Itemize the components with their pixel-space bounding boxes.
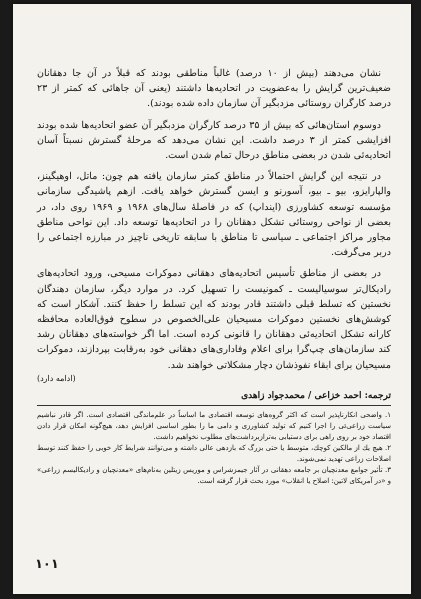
translator-credit: ترجمه: احمد خزاعی / محمدجواد زاهدی <box>241 390 391 401</box>
paragraph: در نتیجه این گرایش احتمالاً در مناطق کمتر سازمان یافته هم چون: ماتل، اوهیگینز، والپارایزو، بیو ـ بیو، آسورنو و ایسن گسترش خواهد یافت. ازهم پاشیدگی سازمانی مؤسسه توسعه کشاورزی (اینداپ) که در فاصلهٔ سال‌های ۱۹۶۸ و ۱۹۶۹ روی داد، در بعضی از نواحی روستائی تشکل دهقانان را در اتحادیه‌ها توسعه داد. این نواحی مناطق مجاور مراکز اجتماعی ـ سیاسی تا مناطق با سابقه تاریخی ناچیز در مبارزه اجتماعی را دربر می‌گرفت. <box>37 171 392 259</box>
page-body <box>37 66 391 487</box>
footnote: ۳. تأثیر جوامع معدنچیان بر جامعه دهقانی در آثار جیمزشراس و موریس زیتلین به‌نام‌های «معدنچیان و رادیکالیسم زراعی» و «در آمریکای لاتین: اصلاح یا انقلاب» مورد بحث قرار گرفته است. <box>37 465 391 485</box>
footnote: ۱. واضحی انکارناپذیر است که اکثر گروه‌های توسعه اقتصادی ما اساساً در علم‌ماندگی اقتصادی است. اگر قادر نباشیم سیاست زراعی‌ئی را اجرا کنیم که تولید کشاورزی و دامی ما را بطور اساسی افزایش دهد، هیچ‌گونه امکان قرار دادن اقتصاد خود بر روی راهی برای دستیابی به‌ترازبرداشت‌های مطلوب نخواهیم داشت. <box>37 410 391 441</box>
paragraph: نشان می‌دهند (بیش از ۱۰ درصد) غالباً مناطقی بودند که قبلاً در آن جا دهقانان ضعیف‌ترین گرایش را به‌عضویت در اتحادیه‌ها داشتند (یعنی آن جاهائی که کمتر از ۲۳ درصد کارگران روستائی مزدبگیر آن سازمان داده شده بودند). <box>37 68 391 110</box>
document-page <box>13 4 411 594</box>
paragraph: در بعضی از مناطق تأسیس اتحادیه‌های دهقانی دموکرات مسیحی، ورود اتحادیه‌های رادیکال‌تر سوسیالیست ـ کمونیست را تسهیل کرد. در موارد دیگر، سازمان دهندگان نخستین که تسلط قبلی داشتند قادر بودند که این تسلط را حفظ کنند. آشکار است که کوشش‌های نخستین دموکرات مسیحیان علی‌الخصوص در سطوح فوق‌العاده محافظه کارانه تشکل اتحادیه‌ئی دهقانان را قانونی کرده است. اما اگر خواسته‌های دهقانان رشد کند سازمان‌های چپ‌گرا برای اعلام وفاداری‌های دهقانی خود به‌رقابت بپردازند، دموکرات مسیحیان برای ابقاء نفوذشان دچار مشکلاتی خواهند شد. <box>37 268 391 371</box>
continued-note: (ادامه دارد) <box>37 373 76 383</box>
footnote: ۲. هیچ یك از مالکین کوچك، متوسط یا حتی بزرگ که بازدهی عالی داشته و می‌توانند شرایط کار خوبی را حفظ کنند توسط اصلاحات زراعی تهدید نمی‌شوند. <box>37 443 391 463</box>
paragraph: دوسوم استان‌هائی که بیش از ۳۵ درصد کارگران مزدبگیر آن عضو اتحادیه‌ها شده بودند افزایشی کمتر از ۳ درصد داشت. این نشان می‌دهد که مرحلهٔ گسترش نسبتاً آسان اتحادیه‌ئی شدن در بعضی مناطق درحال تمام شدن است. <box>37 119 391 162</box>
page-number: ۱۰۱ <box>35 557 59 572</box>
footnote-divider <box>37 405 391 406</box>
